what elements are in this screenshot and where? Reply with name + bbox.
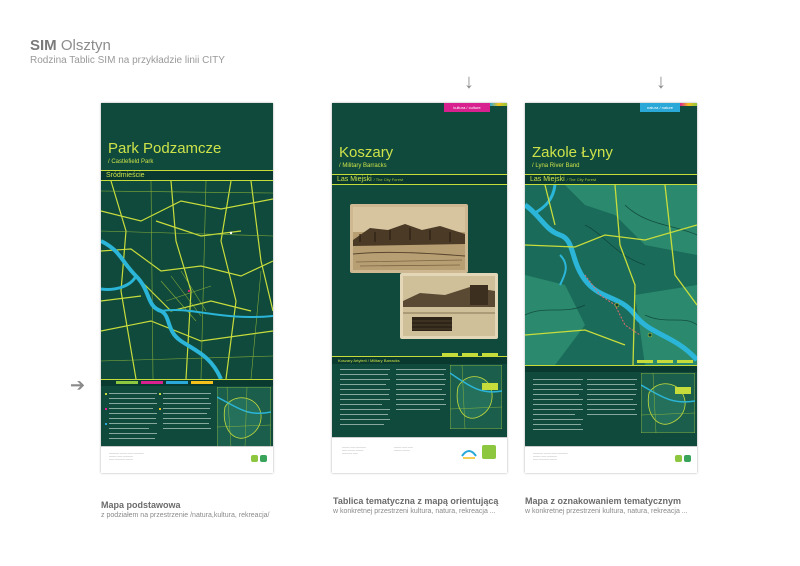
archival-photo <box>400 273 498 339</box>
caption-title: Tablica tematyczna z mapą orientującą <box>333 496 499 506</box>
board-zakole-lyny <box>525 103 697 473</box>
city-logo-icon <box>675 455 682 462</box>
caption-title: Mapa z oznakowaniem tematycznym <box>525 496 682 506</box>
arrow-down-icon: ↓ <box>656 71 666 93</box>
caption-strip: Koszary Artylerii / Military Barracks <box>332 356 507 364</box>
board-koszary <box>332 103 507 473</box>
board-footer: ———— ——— —— ———— ——— —— ———— —— ———— ——— <box>101 446 273 473</box>
district-bar: Las Miejski / The City Forest <box>332 174 507 185</box>
board-subtitle: / Castlefield Park <box>108 159 154 165</box>
caption-basic-map <box>101 500 269 519</box>
orientation-map <box>450 365 502 429</box>
caption-text: w konkretnej przestrzeni kultura, natura, rekreacja ... <box>333 508 496 515</box>
city-map <box>101 181 273 379</box>
arrow-right-icon: ➔ <box>70 375 86 395</box>
nature-map <box>525 185 697 365</box>
sim-logo-icon <box>684 455 691 462</box>
board-subtitle: / Lyna River Band <box>532 163 580 169</box>
page-title: SIM Olsztyn <box>30 37 111 54</box>
board-title: Park Podzamcze <box>108 140 222 157</box>
board-subtitle: / Military Barracks <box>339 163 387 169</box>
archival-photo <box>350 204 468 273</box>
caption-thematic-map <box>525 496 688 515</box>
board-title: Koszary <box>339 144 394 161</box>
board-title: Zakole Łyny <box>532 144 613 161</box>
legend-labels <box>637 360 697 366</box>
page-subtitle: Rodzina Tablic SIM na przykładzie linii CITY <box>30 55 225 66</box>
orientation-map <box>641 373 695 433</box>
city-logo-icon <box>251 455 258 462</box>
olsztyn-logo-icon <box>460 446 478 462</box>
sim-logo-icon <box>482 445 496 459</box>
page-header <box>30 37 225 66</box>
orientation-map <box>217 387 271 447</box>
caption-text: w konkretnej przestrzeni kultura, natura, rekreacja ... <box>525 508 688 515</box>
tag-nature: natura / nature <box>640 103 680 112</box>
legend-strip <box>525 365 697 372</box>
board-park-podzamcze <box>101 103 273 473</box>
tag-culture: kultura / culture <box>444 103 490 112</box>
caption-text: z podziałem na przestrzenie /natura,kultura, rekreacja/ <box>101 512 270 519</box>
sim-logo-icon <box>260 455 267 462</box>
legend-strip <box>101 379 273 386</box>
caption-title: Mapa podstawowa <box>101 500 181 510</box>
arrow-down-icon: ↓ <box>464 71 474 93</box>
district-bar: Las Miejski / The City Forest <box>525 174 697 185</box>
district-bar: Śródmieście <box>101 170 273 181</box>
board-footer: ——— —— ———— —— ——— ——— ———— —— ——— —— —— ——— ——— <box>332 437 507 473</box>
legend-labels <box>442 353 502 359</box>
board-footer: ———— ——— —— ———— ——— —— ———— —— ———— ——— <box>525 446 697 473</box>
caption-thematic-board <box>333 496 498 515</box>
